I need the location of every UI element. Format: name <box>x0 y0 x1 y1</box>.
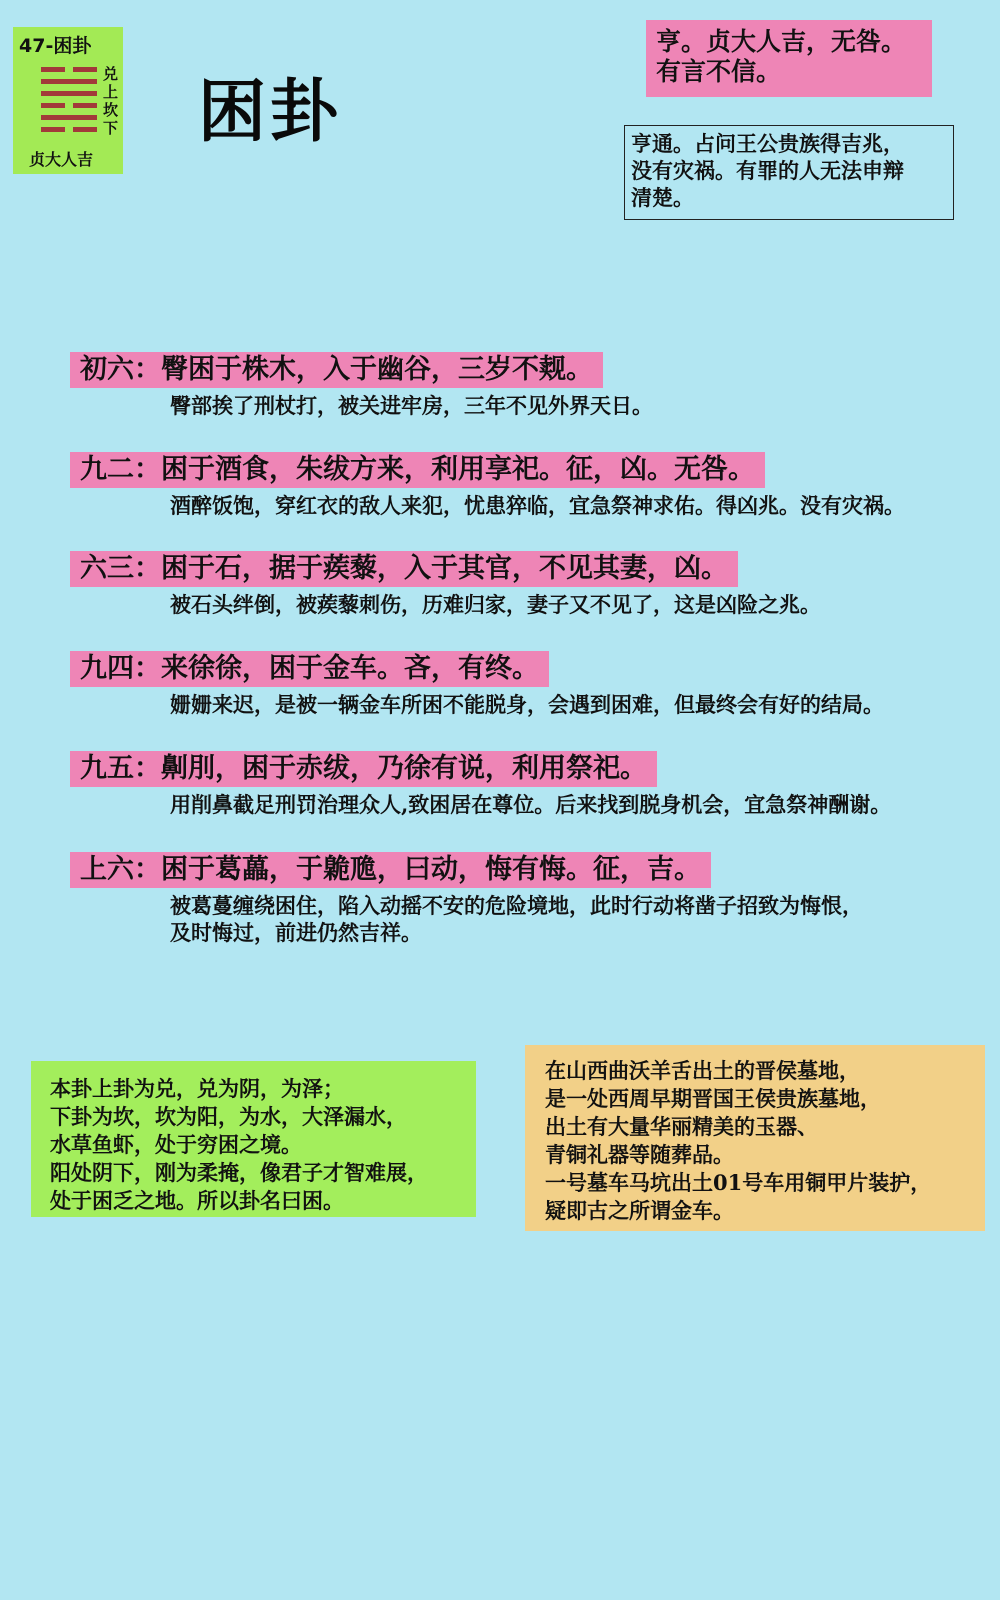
yao-translation-line: 被葛蔓缠绕困住，陷入动摇不安的危险境地，此时行动将凿子招致为悔恨， <box>170 893 863 918</box>
yao-text: 九五：劓刖，困于赤绂，乃徐有说，利用祭祀。 <box>70 751 657 787</box>
badge-title: 47-困卦 <box>19 35 92 57</box>
hexagram-line-5 <box>41 79 97 84</box>
yao-text: 上六：困于葛藟，于臲卼，曰动，悔有悔。征，吉。 <box>70 852 711 888</box>
judgement-box <box>646 20 932 97</box>
note-line: 一号墓车马坑出土01号车用铜甲片装护， <box>545 1170 932 1195</box>
yao-translation <box>170 392 1000 419</box>
note-line: 青铜礼器等随葬品。 <box>545 1142 734 1167</box>
yao-translation <box>170 591 1000 618</box>
note-line: 下卦为坎，坎为阳，为水，大泽漏水， <box>50 1104 407 1129</box>
yao-translation-line: 被石头绊倒，被蒺藜刺伤，历难归家，妻子又不见了，这是凶险之兆。 <box>170 592 821 617</box>
note-line: 处于困乏之地。所以卦名曰困。 <box>50 1188 344 1213</box>
explanation-line-2: 没有灾祸。有罪的人无法申辩 <box>631 158 904 183</box>
note-line: 疑即古之所谓金车。 <box>545 1198 734 1223</box>
note-line: 本卦上卦为兑，兑为阴，为泽； <box>50 1076 344 1101</box>
hexagram-badge <box>13 27 123 174</box>
hexagram-line-1 <box>41 127 97 132</box>
note-line: 阳处阴下，刚为柔掩，像君子才智难展， <box>50 1160 428 1185</box>
explanation-box <box>624 125 954 220</box>
judgement-line-1: 亨。贞大人吉，无咎。 <box>656 27 907 56</box>
trigram-lower: 坎下 <box>103 101 119 137</box>
yao-translation-line: 及时悔过，前进仍然吉祥。 <box>170 920 422 945</box>
yao-translation <box>170 691 1000 718</box>
note-line: 出土有大量华丽精美的玉器、 <box>545 1114 818 1139</box>
yao-section-6 <box>70 852 1000 946</box>
yao-translation-line: 酒醉饭饱，穿红衣的敌人来犯，忧患猝临，宜急祭神求佑。得凶兆。没有灾祸。 <box>170 493 905 518</box>
yao-translation <box>170 892 1000 946</box>
explanation-line-3: 清楚。 <box>631 185 694 210</box>
yao-text: 初六：臀困于株木，入于幽谷，三岁不觌。 <box>70 352 603 388</box>
yao-section-5 <box>70 751 1000 818</box>
archaeology-note-box <box>525 1045 985 1231</box>
hexagram-line-2 <box>41 115 97 120</box>
yao-translation-line: 用削鼻截足刑罚治理众人,致困居在尊位。后来找到脱身机会，宜急祭神酬谢。 <box>170 792 892 817</box>
yao-section-2 <box>70 452 1000 519</box>
yao-translation <box>170 791 1000 818</box>
yao-translation-line: 姗姗来迟，是被一辆金车所困不能脱身，会遇到困难，但最终会有好的结局。 <box>170 692 884 717</box>
hexagram-symbol-icon <box>41 67 97 139</box>
trigram-labels <box>103 65 119 137</box>
trigram-note-box <box>31 1061 476 1217</box>
yao-section-4 <box>70 651 1000 718</box>
note-line: 在山西曲沃羊舌出土的晋侯墓地， <box>545 1058 860 1083</box>
yao-section-3 <box>70 551 1000 618</box>
yao-section-1 <box>70 352 1000 419</box>
note-line: 是一处西周早期晋国王侯贵族墓地， <box>545 1086 881 1111</box>
yao-translation <box>170 492 1000 519</box>
hexagram-line-3 <box>41 103 97 108</box>
note-line: 水草鱼虾，处于穷困之境。 <box>50 1132 302 1157</box>
hexagram-line-6 <box>41 67 97 72</box>
yao-text: 九四：来徐徐，困于金车。吝，有终。 <box>70 651 549 687</box>
page-title: 困卦 <box>198 73 343 152</box>
judgement-line-2: 有言不信。 <box>656 57 782 86</box>
hexagram-line-4 <box>41 91 97 96</box>
trigram-upper: 兑上 <box>103 65 119 101</box>
explanation-line-1: 亨通。占问王公贵族得吉兆， <box>631 131 904 156</box>
badge-judgement: 贞大人吉 <box>29 150 94 169</box>
yao-text: 六三：困于石，据于蒺藜，入于其官，不见其妻，凶。 <box>70 551 738 587</box>
yao-translation-line: 臀部挨了刑杖打，被关进牢房，三年不见外界天日。 <box>170 393 653 418</box>
yao-text: 九二：困于酒食，朱绂方来，利用享祀。征，凶。无咎。 <box>70 452 765 488</box>
